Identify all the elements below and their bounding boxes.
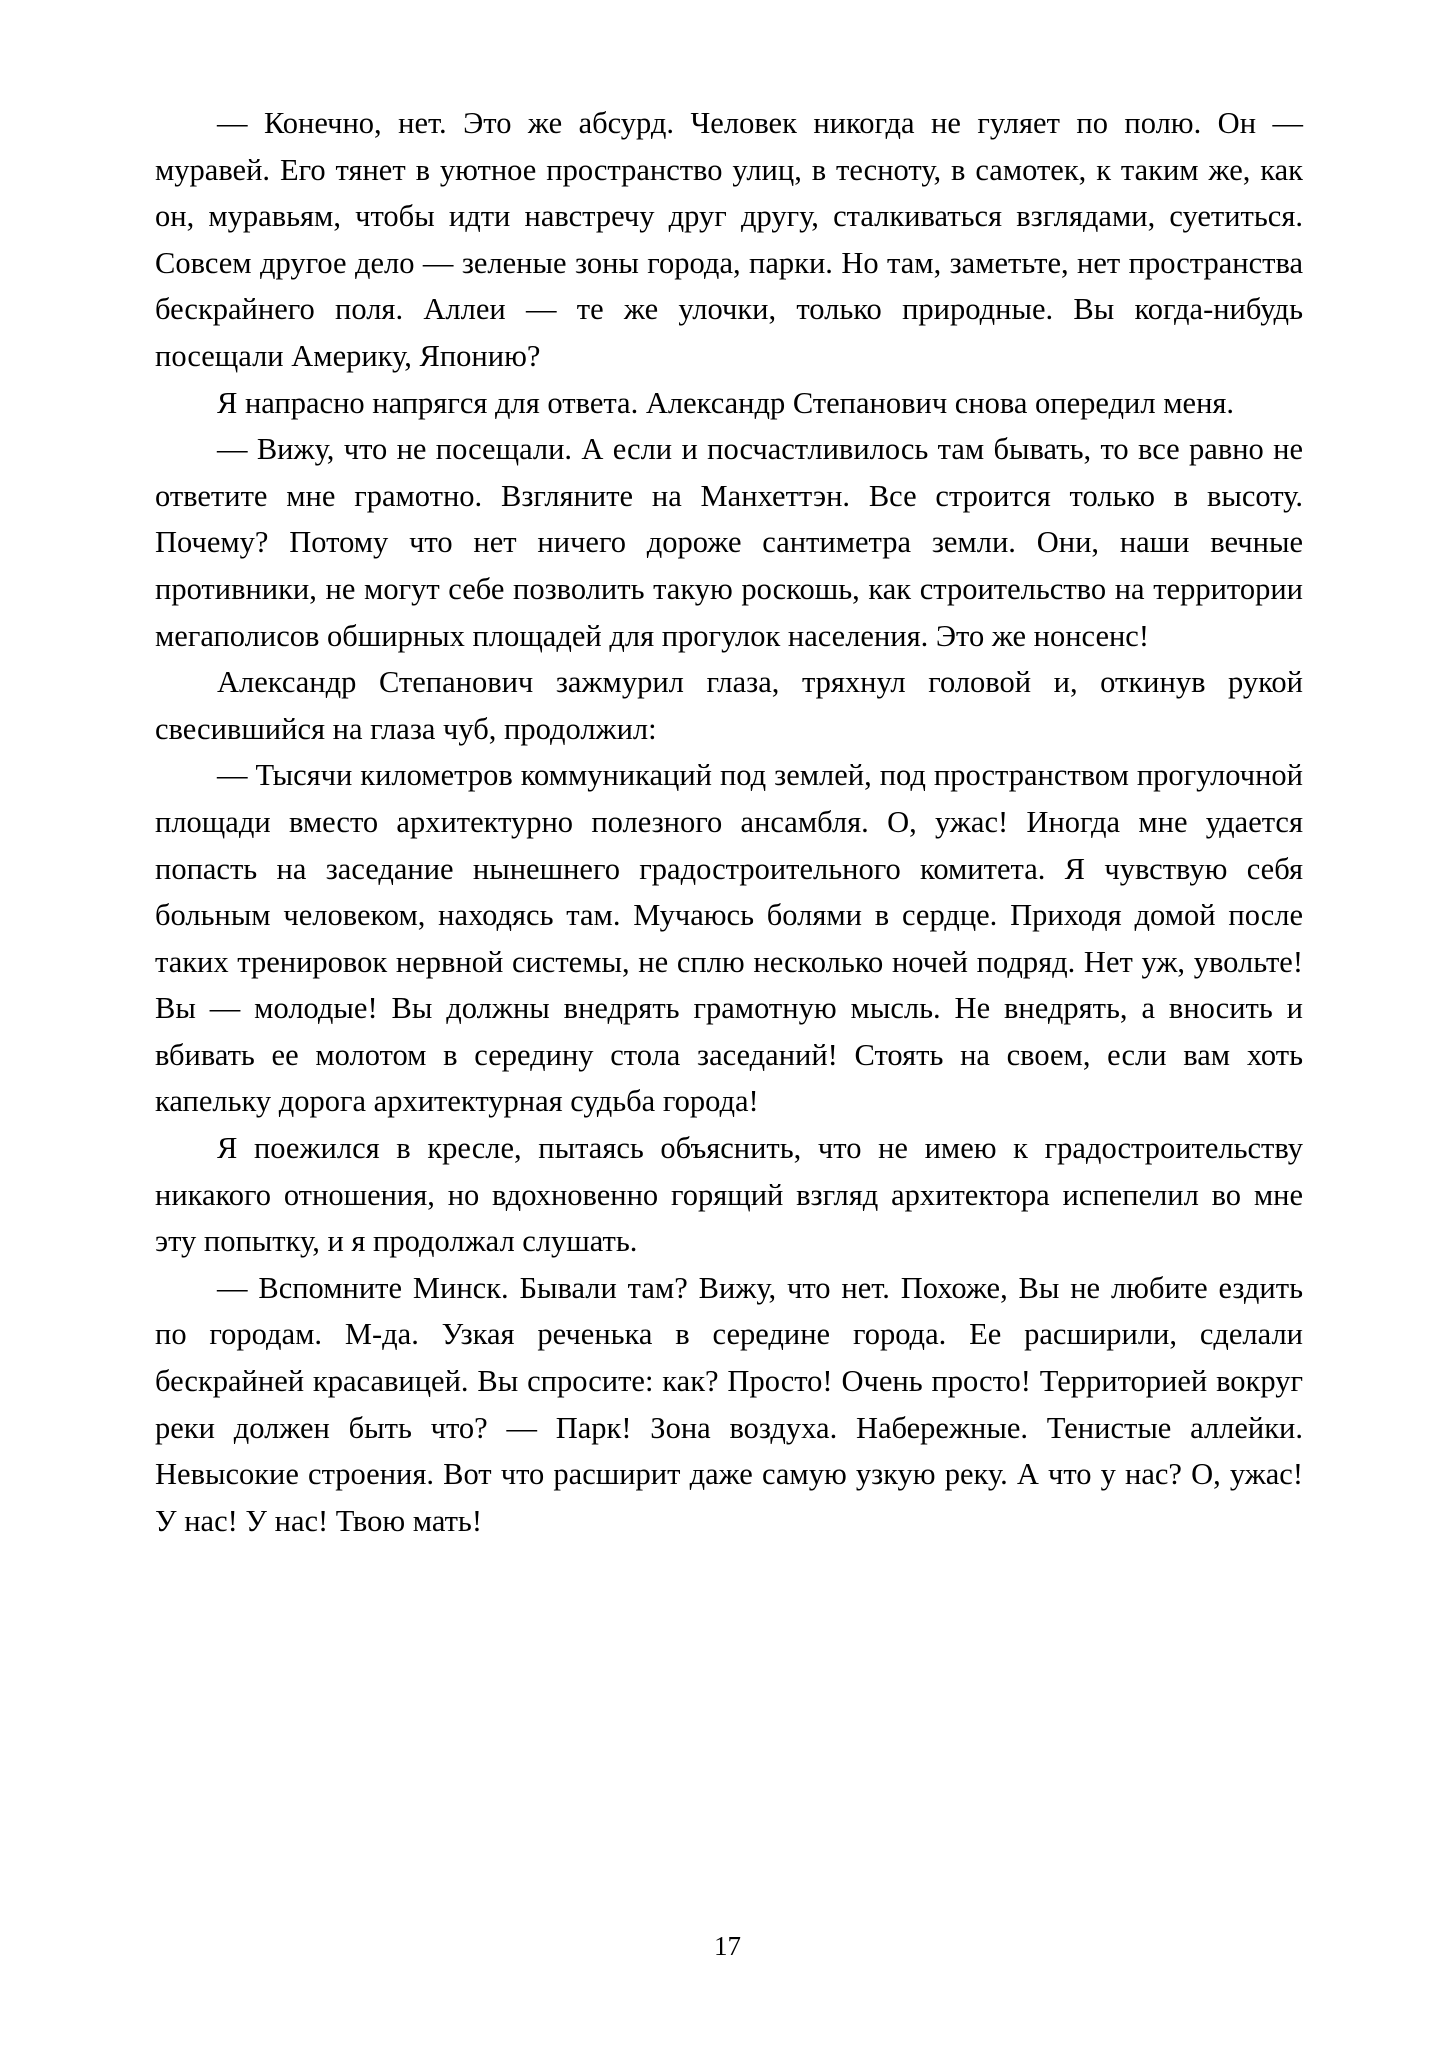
paragraph-6: Я поежился в кресле, пытаясь объяснить, что не имею к градостроительству никакого отношения, но вдохновенно горящий взгляд архитектора испепелил во мне эту попытку, и я продолжал слушать. <box>155 1131 1303 1259</box>
paragraph-5: — Тысячи километров коммуникаций под землей, под пространством прогулочной площади вместо архитектурно полезного ансамбля. О, ужас! Иногда мне удается попасть на заседание нынешнего градостроительного комитета. Я чувствую себя больным человеком, находясь там. Мучаюсь болями в сердце. Приходя домой после таких тренировок нервной системы, не сплю несколько ночей подряд. Нет уж, увольте! Вы — молодые! Вы должны внедрять грамотную мысль. Не внедрять, а вносить и вбивать ее молотом в середину стола заседаний! Стоять на своем, если вам хоть капельку дорога архитектурная судьба города! <box>155 758 1303 1119</box>
page-number: 17 <box>714 1931 741 1961</box>
paragraph-4: Александр Степанович зажмурил глаза, тряхнул головой и, откинув рукой свесившийся на глаза чуб, продолжил: <box>155 665 1303 746</box>
paragraph-3: — Вижу, что не посещали. А если и посчастливилось там бывать, то все равно не ответите мне грамотно. Взгляните на Манхеттэн. Все строится только в высоту. Почему? Потому что нет ничего дороже сантиметра земли. Они, наши вечные противники, не могут себе позволить такую роскошь, как строительство на территории мегаполисов обширных площадей для прогулок населения. Это же нонсенс! <box>155 432 1303 653</box>
page-body-text <box>155 100 1303 1544</box>
paragraph-7: — Вспомните Минск. Бывали там? Вижу, что нет. Похоже, Вы не любите ездить по городам. М-да. Узкая реченька в середине города. Ее расширили, сделали бескрайней красавицей. Вы спросите: как? Просто! Очень просто! Территорией вокруг реки должен быть что? — Парк! Зона воздуха. Набережные. Тенистые аллейки. Невысокие строения. Вот что расширит даже самую узкую реку. А что у нас? О, ужас! У нас! У нас! Твою мать! <box>155 1270 1303 1538</box>
paragraph-2: Я напрасно напрягся для ответа. Александр Степанович снова опередил меня. <box>217 385 1235 420</box>
paragraph-1: — Конечно, нет. Это же абсурд. Человек никогда не гуляет по полю. Он — муравей. Его тянет в уютное пространство улиц, в тесноту, в самотек, к таким же, как он, муравьям, чтобы идти навстречу друг другу, сталкиваться взглядами, суетиться. Совсем другое дело — зеленые зоны города, парки. Но там, заметьте, нет пространства бескрайнего поля. Аллеи — те же улочки, только природные. Вы когда-нибудь посещали Америку, Японию? <box>155 106 1303 373</box>
